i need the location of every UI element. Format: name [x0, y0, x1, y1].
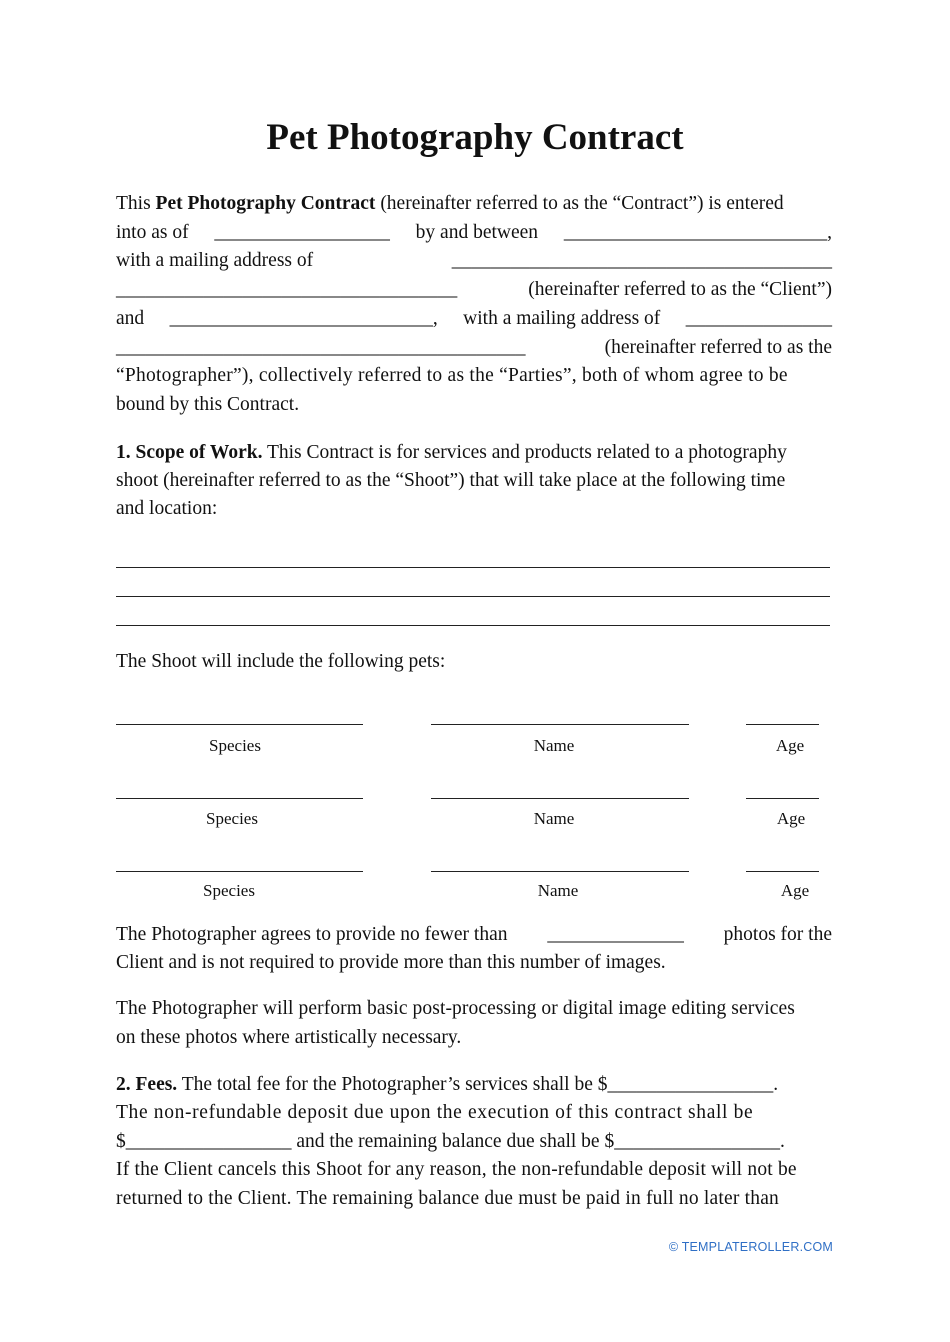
name-blank[interactable] [431, 871, 689, 872]
age-label: Age [780, 881, 810, 900]
client-address-blank-2[interactable]: ___________________________________ [116, 279, 458, 300]
client-name-blank[interactable]: ___________________________, [563, 222, 832, 243]
scope-line-1: 1. Scope of Work. This Contract is for services and products related to a photography [116, 442, 787, 463]
photographer-name-blank[interactable]: ___________________________, [169, 308, 438, 329]
species-blank[interactable] [116, 724, 363, 725]
name-label: Name [537, 881, 579, 900]
photos-line-2: Client and is not required to provide more than this number of images. [116, 952, 666, 973]
editing-line-1: The Photographer will perform basic post-processing or digital image editing services [116, 998, 795, 1019]
intro-line-6: __________________________________________ (hereinafter referred to as the [116, 334, 832, 362]
contract-name: Pet Photography Contract [155, 193, 376, 214]
fees-line-4: If the Client cancels this Shoot for any reason, the non-refundable deposit will not be [116, 1159, 797, 1180]
fees-line-5: returned to the Client. The remaining balance due must be paid in full no later than [116, 1188, 779, 1209]
name-blank[interactable] [431, 724, 689, 725]
photo-count-blank[interactable]: ______________ [547, 924, 684, 945]
intro-line-4: ___________________________________ (hereinafter referred to as the “Client”) [116, 276, 832, 304]
footer-watermark [669, 1240, 833, 1254]
scope-line-3: and location: [116, 498, 218, 519]
location-blank-line-3[interactable] [116, 625, 830, 626]
photographer-address-blank[interactable]: _______________ [685, 308, 832, 329]
scope-heading: 1. Scope of Work. [116, 442, 263, 463]
location-blank-line-2[interactable] [116, 596, 830, 597]
pets-intro: The Shoot will include the following pets: [116, 651, 446, 672]
date-blank[interactable]: __________________ [214, 222, 390, 243]
species-blank[interactable] [116, 798, 363, 799]
fees-line-3: $_________________ and the remaining balance due shall be $_________________. [116, 1131, 785, 1152]
name-label: Name [533, 809, 575, 828]
name-blank[interactable] [431, 798, 689, 799]
fees-heading: 2. Fees. [116, 1074, 178, 1095]
intro-line-8: bound by this Contract. [116, 394, 300, 415]
species-label: Species [206, 809, 258, 828]
copyright-icon: © [668, 1240, 679, 1254]
species-blank[interactable] [116, 871, 363, 872]
scope-line-2: shoot (hereinafter referred to as the “Shoot”) that will take place at the following time [116, 470, 786, 491]
client-address-blank[interactable]: _______________________________________ [451, 250, 832, 271]
intro-line-2: into as of __________________ by and between ___________________________, [116, 219, 832, 247]
footer-site-link[interactable]: TEMPLATEROLLER.COM [681, 1240, 833, 1254]
species-label: Species [209, 736, 261, 755]
photos-line-1: The Photographer agrees to provide no fewer than ______________ photos for the [116, 921, 832, 949]
fees-line-1: 2. Fees. The total fee for the Photographer’s services shall be $_________________. [116, 1074, 779, 1095]
intro-line-3: with a mailing address of _______________________________________ [116, 247, 832, 275]
intro-line-7: “Photographer”), collectively referred to as the “Parties”, both of whom agree to be [116, 365, 788, 386]
fees-line-2: The non-refundable deposit due upon the execution of this contract shall be [116, 1102, 754, 1123]
page-title: Pet Photography Contract [266, 117, 684, 158]
deposit-blank[interactable]: $_________________ [116, 1131, 292, 1152]
age-blank[interactable] [746, 724, 819, 725]
age-label: Age [776, 809, 806, 828]
editing-line-2: on these photos where artistically necessary. [116, 1027, 462, 1048]
age-blank[interactable] [746, 871, 819, 872]
age-blank[interactable] [746, 798, 819, 799]
photographer-address-blank-2[interactable]: __________________________________________ [116, 337, 526, 358]
intro-line-1: This Pet Photography Contract (hereinafter referred to as the “Contract”) is entered [116, 193, 784, 214]
intro-line-5: and ___________________________, with a mailing address of _______________ [116, 305, 832, 333]
name-label: Name [533, 736, 575, 755]
age-label: Age [775, 736, 805, 755]
location-blank-line-1[interactable] [116, 567, 830, 568]
species-label: Species [203, 881, 255, 900]
